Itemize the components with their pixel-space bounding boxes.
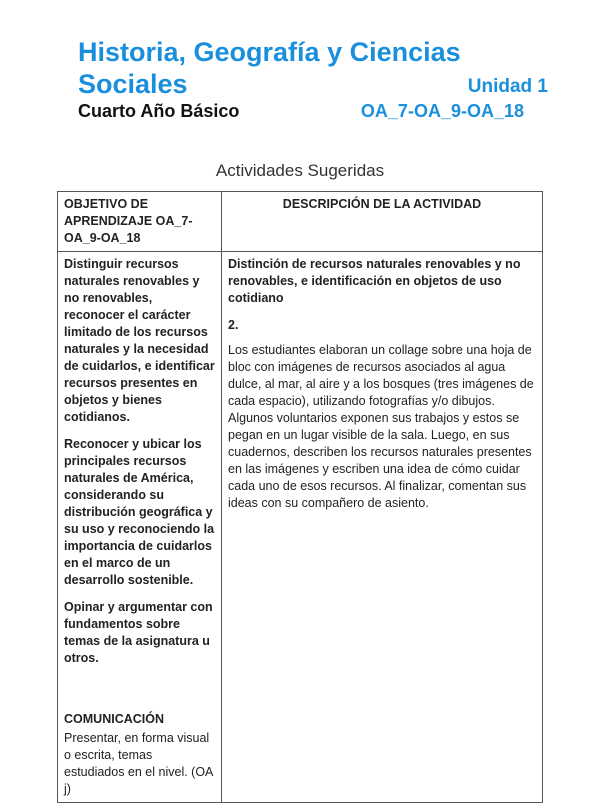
document-title: Historia, Geografía y Ciencias Sociales <box>78 37 461 99</box>
objective-item: Opinar y argumentar con fundamentos sobre temas de la asignatura u otros. <box>64 600 213 665</box>
section-title: Actividades Sugeridas <box>215 161 385 180</box>
communication-heading: COMUNICACIÓN <box>64 712 164 726</box>
objectives-cell <box>58 252 222 803</box>
description-column-header: DESCRIPCIÓN DE LA ACTIVIDAD <box>222 192 543 252</box>
activity-title: Distinción de recursos naturales renovables y no renovables, e identificación en objetos de uso cotidiano <box>228 257 521 305</box>
description-cell <box>222 252 543 803</box>
objective-item: Distinguir recursos naturales renovables y no renovables, reconocer el carácter limitado de los recursos naturales y la necesidad de cuidarlos, e identificar recursos presentes en objetos y bienes cotidianos. <box>64 257 215 424</box>
objective-column-header: OBJETIVO DE APRENDIZAJE OA_7-OA_9-OA_18 <box>58 192 222 252</box>
table-row <box>58 252 543 803</box>
activity-number: 2. <box>228 318 239 332</box>
table-header-row <box>58 192 543 252</box>
unit-label: Unidad 1 <box>467 76 548 97</box>
activities-table <box>57 191 543 803</box>
activity-description: Los estudiantes elaboran un collage sobre una hoja de bloc con imágenes de recursos asociados al agua dulce, al mar, al aire y a los bosques (tres imágenes de cada espacio), utilizando fotografías y/o dibujos. Algunos voluntarios exponen sus trabajos y estos se pegan en un lugar visible de la sala. Luego, en sus cuadernos, describen los recursos naturales presentes en las imágenes y escriben una idea de cómo cuidar cada uno de esos recursos. Al finalizar, comentan sus ideas con su compañero de asiento. <box>228 343 534 510</box>
grade-label: Cuarto Año Básico <box>78 101 240 121</box>
objective-item: Reconocer y ubicar los principales recursos naturales de América, considerando su distribución geográfica y su uso y reconociendo la importancia de cuidarlos en el marco de un desarrollo sostenible. <box>64 437 215 587</box>
communication-text: Presentar, en forma visual o escrita, temas estudiados en el nivel. (OA j) <box>64 731 213 796</box>
objective-codes: OA_7-OA_9-OA_18 <box>360 101 524 121</box>
